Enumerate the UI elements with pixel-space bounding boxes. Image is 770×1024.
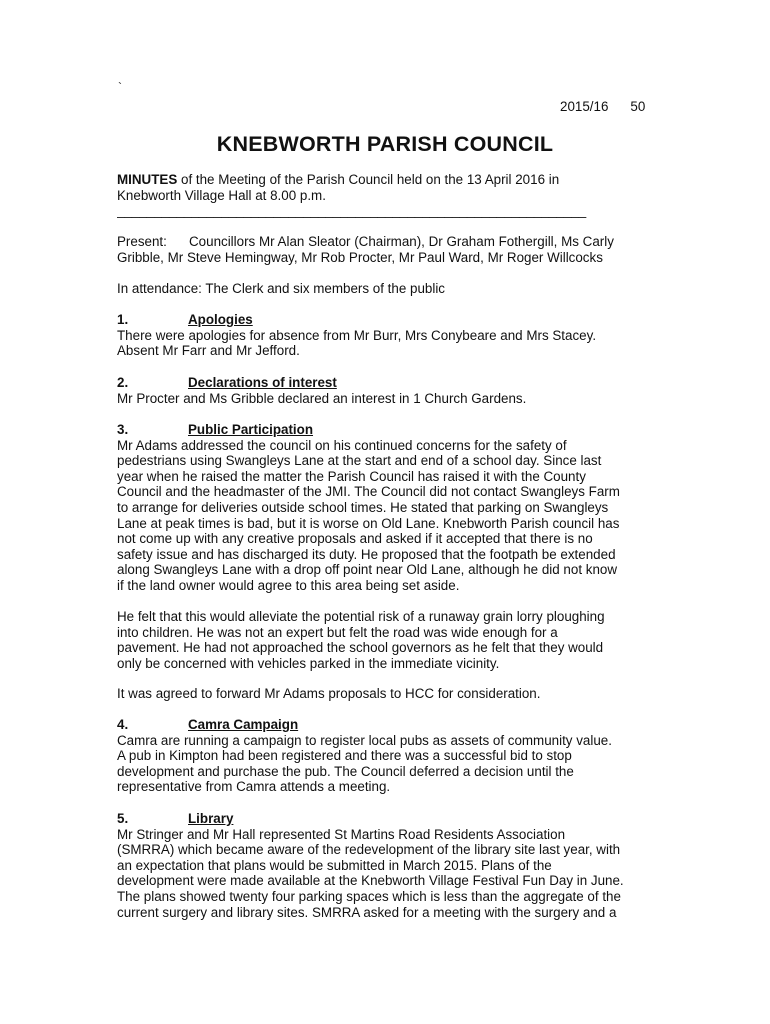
- section-heading: [117, 312, 662, 328]
- section-heading: [117, 422, 662, 438]
- present-block: [117, 234, 662, 265]
- horizontal-rule: _______________________________________________________________: [117, 203, 587, 219]
- page-number: 50: [630, 99, 646, 114]
- section-heading: [117, 375, 662, 391]
- text-line: development and purchase the pub. The Council deferred a decision until the: [117, 763, 574, 779]
- section-public-participation: [117, 422, 662, 594]
- text-line: year when he raised the matter the Parish Council has raised it with the County: [117, 468, 586, 484]
- text-line: (SMRRA) which became aware of the redevelopment of the library site last year, with: [117, 842, 621, 858]
- minutes-label: MINUTES: [117, 172, 178, 187]
- text-line: Absent Mr Farr and Mr Jefford.: [117, 343, 300, 359]
- text-line: The plans showed twenty four parking spaces which is less than the aggregate of the: [117, 888, 621, 904]
- text-line: A pub in Kimpton had been registered and there was a successful bid to stop: [117, 748, 572, 764]
- attendance-line: In attendance: The Clerk and six members of the public: [117, 281, 445, 296]
- section-title: Apologies: [188, 312, 253, 327]
- section-title: Camra Campaign: [188, 717, 299, 732]
- section-number: 1.: [117, 312, 129, 327]
- section-library: [117, 811, 662, 920]
- minutes-line2: Knebworth Village Hall at 8.00 p.m.: [117, 187, 326, 203]
- section-number: 3.: [117, 422, 129, 437]
- section-title: Library: [188, 811, 234, 826]
- text-line: an expectation that plans would be submitted in March 2015. Plans of the: [117, 857, 552, 873]
- text-line: There were apologies for absence from Mr Burr, Mrs Conybeare and Mrs Stacey.: [117, 327, 597, 343]
- text-line: safety issue and has discharged its duty. He proposed that the footpath be extended: [117, 546, 616, 562]
- section-declarations: [117, 375, 662, 406]
- text-line: into children. He was not an expert but felt the road was wide enough for a: [117, 624, 558, 640]
- text-line: pedestrians using Swangleys Lane at the start and end of a school day. Since last: [117, 453, 602, 469]
- section-number: 4.: [117, 717, 129, 732]
- present-line1: Councillors Mr Alan Sleator (Chairman), Dr Graham Fothergill, Ms Carly: [189, 234, 614, 249]
- stray-mark: `: [118, 80, 122, 94]
- public-participation-para3: It was agreed to forward Mr Adams proposals to HCC for consideration.: [117, 686, 541, 701]
- section-apologies: [117, 312, 662, 359]
- header-year: 2015/16: [560, 99, 609, 114]
- page-header: [560, 99, 645, 115]
- text-line: development were made available at the Knebworth Village Festival Fun Day in June.: [117, 873, 624, 889]
- text-line: if the land owner would agree to this area being set aside.: [117, 577, 460, 593]
- present-label: Present:: [117, 234, 167, 249]
- text-line: He felt that this would alleviate the potential risk of a runaway grain lorry ploughing: [117, 609, 605, 624]
- text-line: Mr Stringer and Mr Hall represented St Martins Road Residents Association: [117, 826, 566, 842]
- text-line: not come up with any creative proposals and asked if it accepted that there is no: [117, 531, 593, 547]
- public-participation-para2: [117, 609, 662, 671]
- present-line2: Gribble, Mr Steve Hemingway, Mr Rob Procter, Mr Paul Ward, Mr Roger Willcocks: [117, 249, 603, 265]
- text-line: only be concerned with vehicles parked in the immediate vicinity.: [117, 655, 500, 671]
- text-line: Camra are running a campaign to register local pubs as assets of community value.: [117, 732, 612, 748]
- section-camra-campaign: [117, 717, 662, 795]
- text-line: along Swangleys Lane with a drop off point near Old Lane, although he did not know: [117, 562, 618, 578]
- section-title: Public Participation: [188, 422, 314, 437]
- minutes-intro: [117, 172, 662, 219]
- section-number: 2.: [117, 375, 129, 390]
- section-number: 5.: [117, 811, 129, 826]
- minutes-text: of the Meeting of the Parish Council held on the 13 April 2016 in: [181, 172, 560, 187]
- text-line: pavement. He had not approached the school governors as he felt that they would: [117, 640, 604, 656]
- text-line: Mr Adams addressed the council on his continued concerns for the safety of: [117, 437, 567, 453]
- text-line: representative from Camra attends a meeting.: [117, 779, 391, 795]
- text-line: Mr Procter and Ms Gribble declared an interest in 1 Church Gardens.: [117, 390, 527, 406]
- section-heading: [117, 717, 662, 733]
- text-line: Lane at peak times is bad, but it is worse on Old Lane. Knebworth Parish council has: [117, 515, 620, 531]
- text-line: current surgery and library sites. SMRRA asked for a meeting with the surgery and a: [117, 904, 617, 920]
- section-heading: [117, 811, 662, 827]
- document-title: KNEBWORTH PARISH COUNCIL: [216, 132, 554, 156]
- text-line: Council and the headmaster of the JMI. The Council did not contact Swangleys Farm: [117, 484, 620, 500]
- text-line: to arrange for deliveries outside school times. He stated that parking on Swangleys: [117, 499, 609, 515]
- section-title: Declarations of interest: [188, 375, 337, 390]
